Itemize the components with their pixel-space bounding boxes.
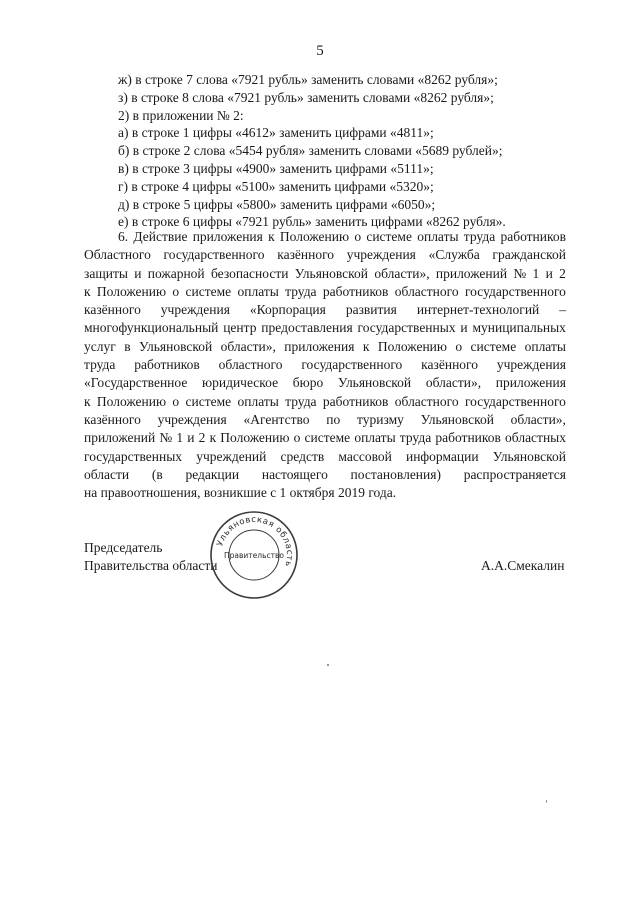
paragraph-line: труда работников областного государственного казённого учреждения (84, 357, 566, 373)
list-item: б) в строке 2 слова «5454 рубля» заменить словами «5689 рублей»; (118, 143, 503, 159)
page-number: 5 (316, 43, 324, 59)
svg-text:Правительство: Правительство (224, 551, 284, 560)
paragraph-line: услуг в Ульяновской области», приложения к Положению о системе оплаты (84, 338, 566, 354)
list-item: е) в строке 6 цифры «7921 рубль» заменить цифрами «8262 рубля». (118, 214, 506, 230)
list-item: г) в строке 4 цифры «5100» заменить цифрами «5320»; (118, 178, 434, 194)
paragraph-line: казённого учреждения «Корпорация развития интернет-технологий – (84, 302, 566, 318)
paragraph-line: Областного государственного казённого учреждения «Служба гражданской (84, 247, 566, 263)
signatory-position (84, 539, 217, 575)
amendments-list (118, 71, 588, 231)
effective-date-paragraph (84, 228, 566, 502)
scan-speck (546, 800, 547, 803)
official-seal (208, 509, 300, 601)
paragraph-line: многофункциональный центр предоставления государственных и муниципальных (84, 320, 566, 336)
paragraph-line: на правоотношения, возникшие с 1 октября 2019 года. (84, 485, 397, 501)
paragraph-line: защиты и пожарной безопасности Ульяновской области», приложений № 1 и 2 (84, 265, 566, 281)
paragraph-line: государственных учреждений средств массовой информации Ульяновской (84, 448, 566, 464)
paragraph-line: «Государственное юридическое бюро Ульяновской области», приложения (84, 375, 566, 391)
signatory-name: А.А.Смекалин (481, 558, 565, 573)
paragraph-line: к Положению о системе оплаты труда работников областного государственного (84, 283, 566, 299)
svg-text:Ульяновская область: Ульяновская область (215, 514, 295, 568)
list-item: д) в строке 5 цифры «5800» заменить цифрами «6050»; (118, 196, 436, 212)
paragraph-line: приложений № 1 и 2 к Положению о системе оплаты труда работников областных (84, 430, 566, 446)
paragraph-line: к Положению о системе оплаты труда работников областного государственного (84, 393, 566, 409)
list-item: з) в строке 8 слова «7921 рубль» заменить словами «8262 рубля»; (118, 89, 494, 105)
paragraph-line: области (в редакции настоящего постановления) распространяется (84, 466, 566, 482)
paragraph-line: 6. Действие приложения к Положению о системе оплаты труда работников (118, 229, 566, 244)
list-item: ж) в строке 7 слова «7921 рубль» заменить словами «8262 рубля»; (118, 72, 498, 87)
list-item: в) в строке 3 цифры «4900» заменить цифрами «5111»; (118, 160, 434, 176)
list-item: 2) в приложении № 2: (118, 107, 244, 123)
signatory-position-line-1: Председатель (84, 540, 163, 555)
scan-speck (327, 664, 329, 666)
list-item: а) в строке 1 цифры «4612» заменить цифрами «4811»; (118, 125, 434, 141)
paragraph-line: казённого учреждения «Агентство по туризму Ульяновской области», (84, 411, 566, 427)
signatory-position-line-2: Правительства области (84, 558, 218, 573)
